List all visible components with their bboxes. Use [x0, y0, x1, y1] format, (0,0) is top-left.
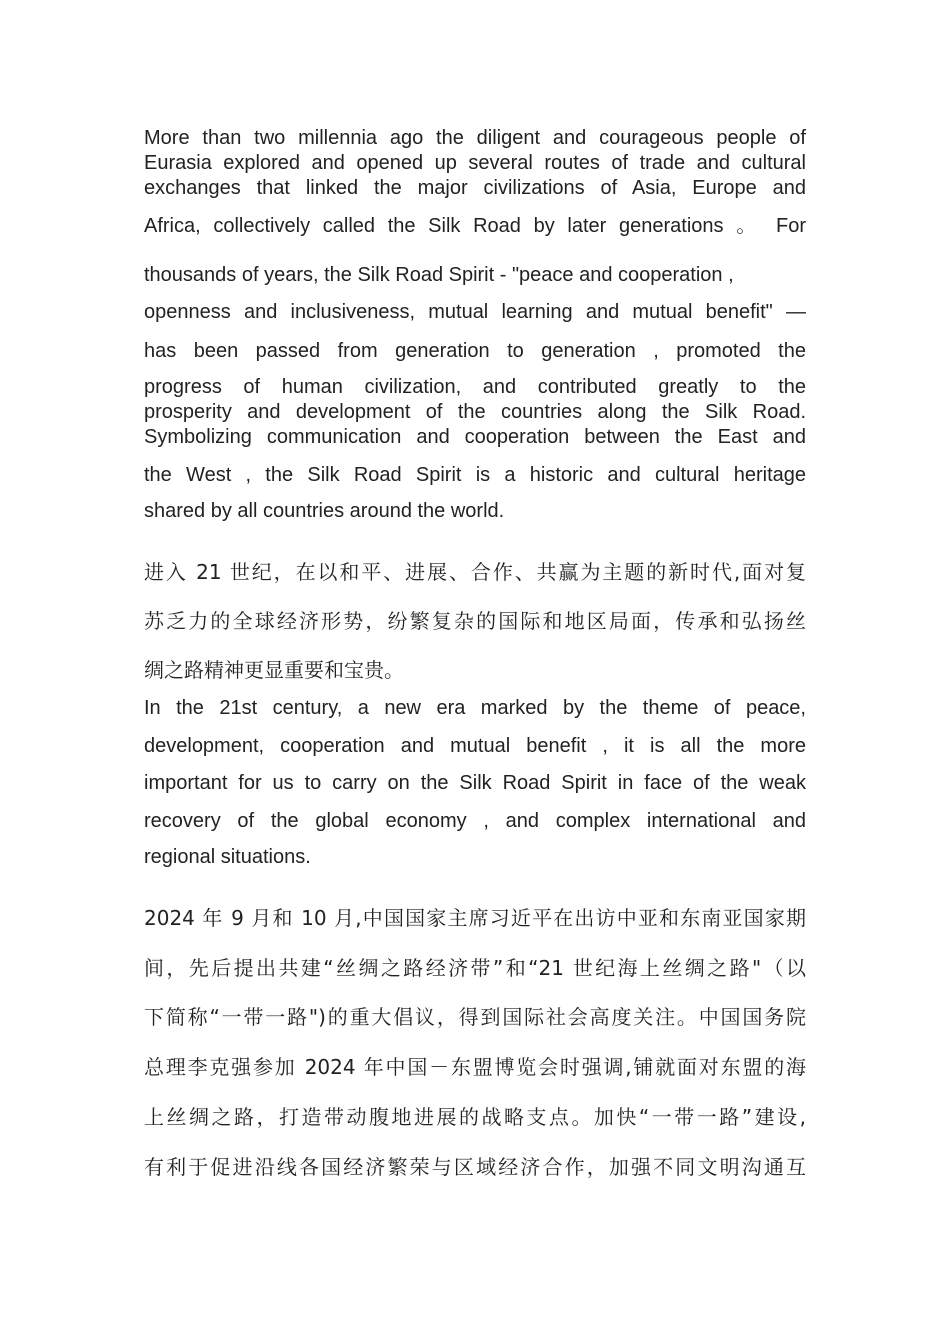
text-line: recovery of the global economy , and complex international and: [144, 810, 806, 832]
text-line: exchanges that linked the major civilizations of Asia, Europe and: [144, 177, 806, 199]
text-line-zh: 上丝绸之路，打造带动腹地进展的战略支点。加快“一带一路”建设,: [144, 1105, 806, 1129]
text-line-zh: 总理李克强参加 2024 年中国－东盟博览会时强调,铺就面对东盟的海: [144, 1055, 806, 1079]
text-line: development, cooperation and mutual benefit , it is all the more: [144, 735, 806, 757]
text-line: regional situations.: [144, 846, 311, 868]
text-line: prosperity and development of the countries along the Silk Road.: [144, 401, 806, 423]
text-line: shared by all countries around the world.: [144, 500, 505, 522]
text-line: Africa, collectively called the Silk Road by later generations 。 For: [144, 215, 806, 237]
text-line: Eurasia explored and opened up several routes of trade and cultural: [144, 152, 806, 174]
text-line: thousands of years, the Silk Road Spirit - "peace and cooperation ,: [144, 264, 734, 286]
text-line-zh: 2024 年 9 月和 10 月,中国国家主席习近平在出访中亚和东南亚国家期: [144, 906, 806, 930]
text-line: openness and inclusiveness, mutual learning and mutual benefit" —: [144, 301, 806, 323]
text-line-zh: 间，先后提出共建“丝绸之路经济带”和“21 世纪海上丝绸之路"（以: [144, 956, 806, 980]
text-line-zh: 进入 21 世纪，在以和平、进展、合作、共赢为主题的新时代,面对复: [144, 560, 806, 584]
text-line: has been passed from generation to generation , promoted the: [144, 340, 806, 362]
text-line: progress of human civilization, and contributed greatly to the: [144, 376, 806, 398]
text-line: important for us to carry on the Silk Road Spirit in face of the weak: [144, 772, 806, 794]
text-line-zh: 有利于促进沿线各国经济繁荣与区域经济合作，加强不同文明沟通互: [144, 1155, 806, 1179]
text-line: In the 21st century, a new era marked by the theme of peace,: [144, 697, 806, 719]
text-line-zh: 绸之路精神更显重要和宝贵。: [144, 658, 404, 682]
text-line: the West , the Silk Road Spirit is a historic and cultural heritage: [144, 464, 806, 486]
text-line: Symbolizing communication and cooperation between the East and: [144, 426, 806, 448]
text-line-zh: 苏乏力的全球经济形势，纷繁复杂的国际和地区局面，传承和弘扬丝: [144, 609, 806, 633]
text-line: More than two millennia ago the diligent and courageous people of: [144, 127, 806, 149]
text-line-zh: 下简称“一带一路")的重大倡议，得到国际社会高度关注。中国国务院: [144, 1005, 806, 1029]
